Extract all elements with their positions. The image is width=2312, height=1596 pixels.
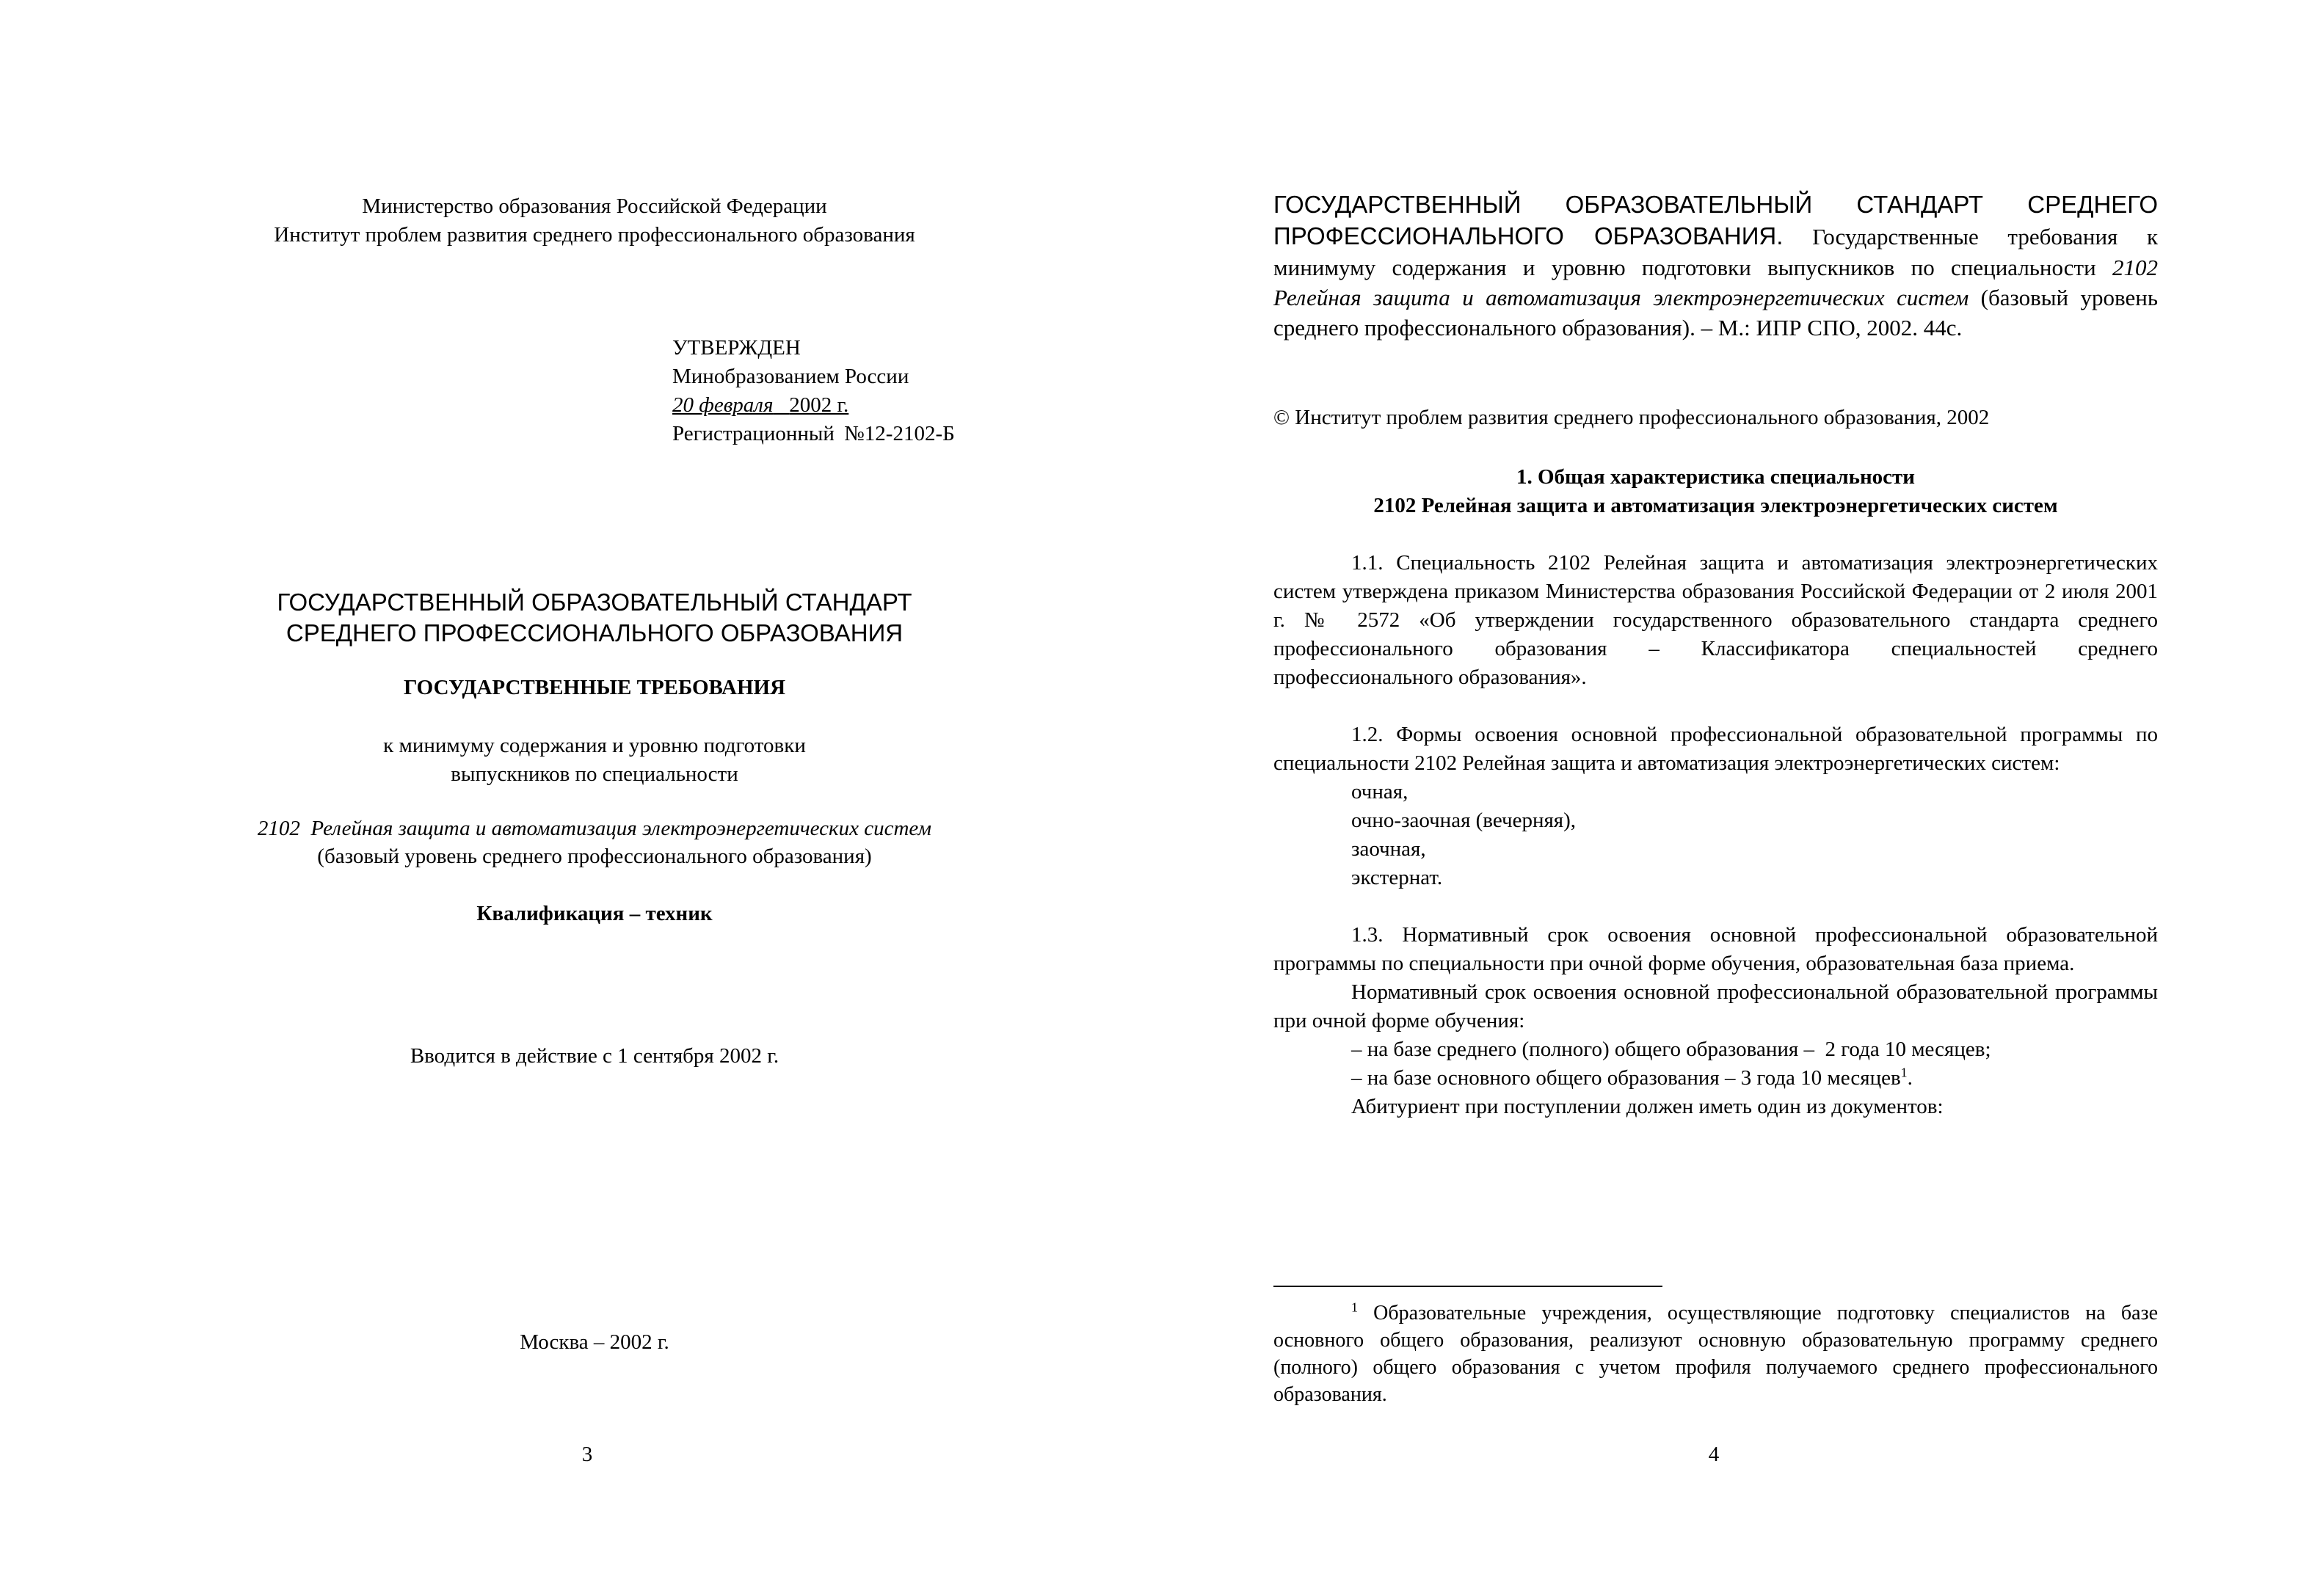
requirements-subtitle-line2: выпускников по специальности (451, 762, 738, 786)
footnote-text: Образовательные учреждения, осуществляющие подготовку специалистов на базе основного общего образования, реализуют основную образовательную программу среднего (полного) общего образования с учетом профиля получаемого среднего профессионального образования. (1273, 1302, 2158, 1406)
approval-date-day-month: 20 февраля (672, 393, 774, 417)
qualification: Квалификация – техник (476, 902, 713, 925)
requirements-title: ГОСУДАРСТВЕННЫЕ ТРЕБОВАНИЯ (403, 676, 786, 699)
education-level: (базовый уровень среднего профессионального образования) (317, 845, 872, 868)
footnote-mark: 1 (1351, 1300, 1358, 1315)
approved-title: УТВЕРЖДЕН (672, 336, 801, 360)
right-page (1156, 0, 2312, 1596)
header-text1: Государственные требования к минимуму содержания и уровню подготовки выпускников по специальности (1273, 224, 2159, 280)
section-title-line2: 2102 Релейная защита и автоматизация электроэнергетических систем (1373, 494, 2058, 517)
section-title (1273, 463, 2158, 520)
footnote-separator (1273, 1286, 1662, 1287)
institute-name: Институт проблем развития среднего профессионального образования (274, 223, 915, 247)
form-item: заочная, (1351, 837, 1426, 861)
requirements-subtitle (147, 732, 1042, 789)
paragraph-1-3-term: Нормативный срок освоения основной профессиональной образовательной программы при очной форме обучения: (1273, 980, 2158, 1032)
copyright: © Институт проблем развития среднего профессионального образования, 2002 (1273, 406, 1990, 429)
page-number-right: 4 (1708, 1443, 1720, 1466)
effective-date: Вводится в действие с 1 сентября 2002 г. (410, 1044, 779, 1068)
registration-label: Регистрационный (672, 422, 835, 445)
form-item: очная, (1351, 780, 1408, 804)
term-basic (1273, 1064, 2158, 1093)
applicant-documents: Абитуриент при поступлении должен иметь один из документов: (1351, 1095, 1944, 1118)
section-body (1273, 549, 2158, 1121)
city-year: Москва – 2002 г. (520, 1330, 669, 1354)
approved-by: Минобразованием России (672, 365, 909, 388)
form-item: очно-заочная (вечерняя), (1351, 809, 1577, 832)
bibliographic-header (1273, 189, 2158, 343)
requirements-subtitle-line1: к минимуму содержания и уровню подготовки (383, 734, 806, 757)
footnote-reference[interactable]: 1 (1900, 1065, 1908, 1080)
paragraph-1-1: 1.1. Специальность 2102 Релейная защита и автоматизация электроэнергетических систем утверждена приказом Министерства образования Российской Федерации от 2 июля 2001 г. № 2572 «Об утверждении государственного образовательного стандарта среднего профессионального образования – Классификатора специальностей среднего профессионального образования». (1273, 551, 2158, 689)
term-basic-end: . (1907, 1066, 1913, 1090)
specialty-name: 2102 Релейная защита и автоматизация электроэнергетических систем (257, 817, 932, 840)
header-caps: ГОСУДАРСТВЕННЫЙ ОБРАЗОВАТЕЛЬНЫЙ СТАНДАРТ СРЕДНЕГО ПРОФЕССИОНАЛЬНОГО ОБРАЗОВАНИЯ. (1273, 191, 2158, 249)
standard-title-line1: ГОСУДАРСТВЕННЫЙ ОБРАЗОВАТЕЛЬНЫЙ СТАНДАРТ (277, 589, 912, 616)
form-item: экстернат. (1351, 866, 1443, 889)
term-basic-text: – на базе основного общего образования – 3 года 10 месяцев (1351, 1066, 1901, 1090)
header-text2: (базовый уровень среднего профессионального образования). – М.: ИПР СПО, 2002. 44с. (1273, 285, 2158, 340)
ministry-name: Министерство образования Российской Федерации (362, 194, 827, 218)
footnote (1273, 1300, 2158, 1408)
paragraph-1-3: 1.3. Нормативный срок освоения основной профессиональной образовательной программы по специальности при очной форме обучения, образовательная база приема. (1273, 923, 2158, 975)
standard-title (147, 587, 1042, 649)
ministry-header (147, 192, 1042, 249)
section-title-line1: 1. Общая характеристика специальности (1516, 465, 1915, 489)
registration (672, 420, 1113, 448)
term-full-secondary: – на базе среднего (полного) общего образования – 2 года 10 месяцев; (1351, 1038, 1991, 1061)
paragraph-1-2: 1.2. Формы освоения основной профессиональной образовательной программы по специальности 2102 Релейная защита и автоматизация электроэнергетических систем: (1273, 723, 2158, 775)
header-specialty: 2102 Релейная защита и автоматизация электроэнергетических систем (1273, 255, 2158, 310)
page-number-left: 3 (581, 1443, 593, 1466)
approval-date (672, 391, 1113, 420)
registration-number: №12-2102-Б (844, 422, 955, 445)
standard-title-line2: СРЕДНЕГО ПРОФЕССИОНАЛЬНОГО ОБРАЗОВАНИЯ (286, 619, 904, 646)
approval-date-year: 2002 г. (789, 393, 849, 417)
approval-block (672, 334, 1113, 448)
